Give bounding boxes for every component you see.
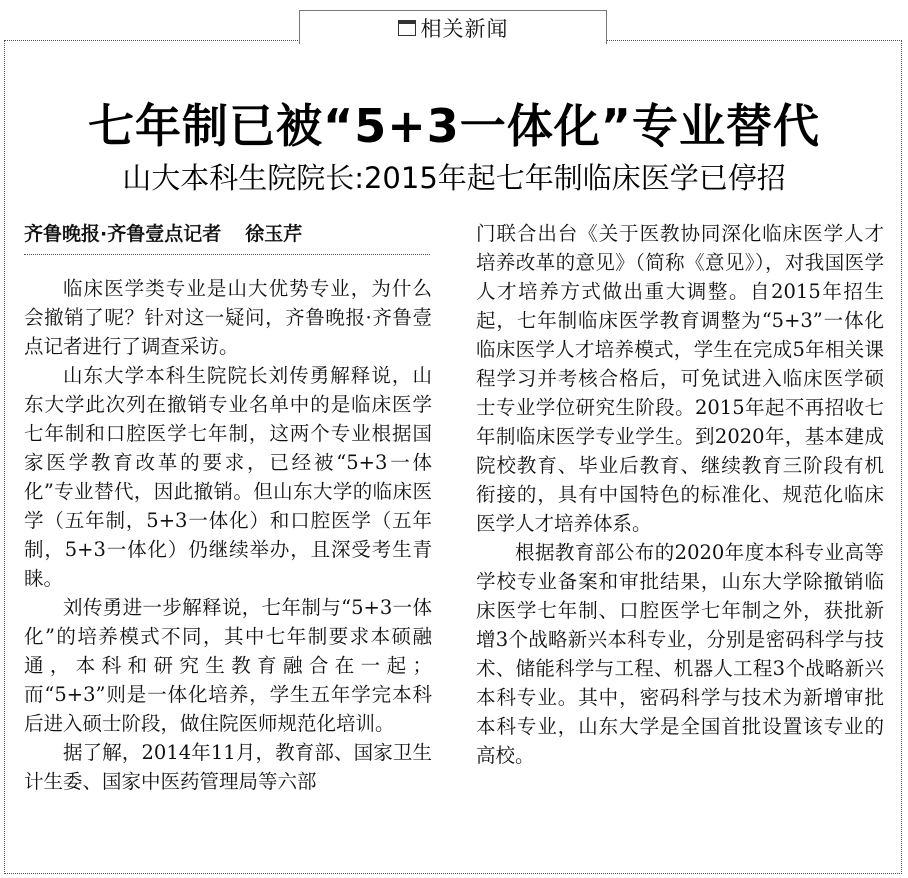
paragraph: 门联合出台《关于医教协同深化临床医学人才培养改革的意见》（简称《意见》），对我国医学人才培养方式做出重大调整。自2015年招生起，七年制临床医学教育调整为“5+3”一体化临床医学人才培养模式，学生在完成5年相关课程学习并考核合格后，可免试进入临床医学硕士专业学位研究生阶段。2015年起不再招收七年制临床医学专业学生。到2020年，基本建成院校教育、毕业后教育、继续教育三阶段有机衔接的，具有中国特色的标准化、规范化临床医学人才培养体系。 (476, 222, 884, 535)
paragraph: 临床医学类专业是山大优势专业，为什么会撤销了呢？针对这一疑问，齐鲁晚报·齐鲁壹点记者进行了调查采访。 (24, 277, 432, 358)
paragraph: 根据教育部公布的2020年度本科专业高等学校专业备案和审批结果，山东大学除撤销临床医学七年制、口腔医学七年制之外，获批新增3个战略新兴本科专业，分别是密码科学与技术、储能科学与工程、机器人工程3个战略新兴本科专业。其中，密码科学与技术为新增审批本科专业，山东大学是全国首批设置该专业的高校。 (476, 541, 884, 767)
window-icon (398, 20, 416, 36)
section-tab[interactable] (299, 10, 607, 44)
byline (24, 219, 430, 255)
byline-source: 齐鲁晚报·齐鲁壹点记者 (24, 223, 222, 245)
paragraph: 据了解，2014年11月，教育部、国家卫生计生委、国家中医药管理局等六部 (24, 741, 432, 793)
section-tab-label: 相关新闻 (420, 16, 509, 41)
article-column-left (24, 274, 432, 796)
byline-author: 徐玉芹 (245, 223, 303, 245)
article-subheadline: 山大本科生院院长:2015年起七年制临床医学已停招 (122, 161, 786, 195)
article-column-right (476, 219, 884, 770)
paragraph: 刘传勇进一步解释说，七年制与“5+3一体化”的培养模式不同，其中七年制要求本硕融通，本科和研究生教育融合在一起；而“5+3”则是一体化培养，学生五年学完本科后进入硕士阶段，做住院医师规范化培训。 (24, 596, 432, 735)
paragraph: 山东大学本科生院院长刘传勇解释说，山东大学此次列在撤销专业名单中的是临床医学七年制和口腔医学七年制，这两个专业根据国家医学教育改革的要求，已经被“5+3一体化”专业替代，因此撤销。但山东大学的临床医学（五年制，5+3一体化）和口腔医学（五年制，5+3一体化）仍继续举办，且深受考生青睐。 (24, 364, 432, 590)
article-headline: 七年制已被“5+3一体化”专业替代 (87, 99, 821, 153)
